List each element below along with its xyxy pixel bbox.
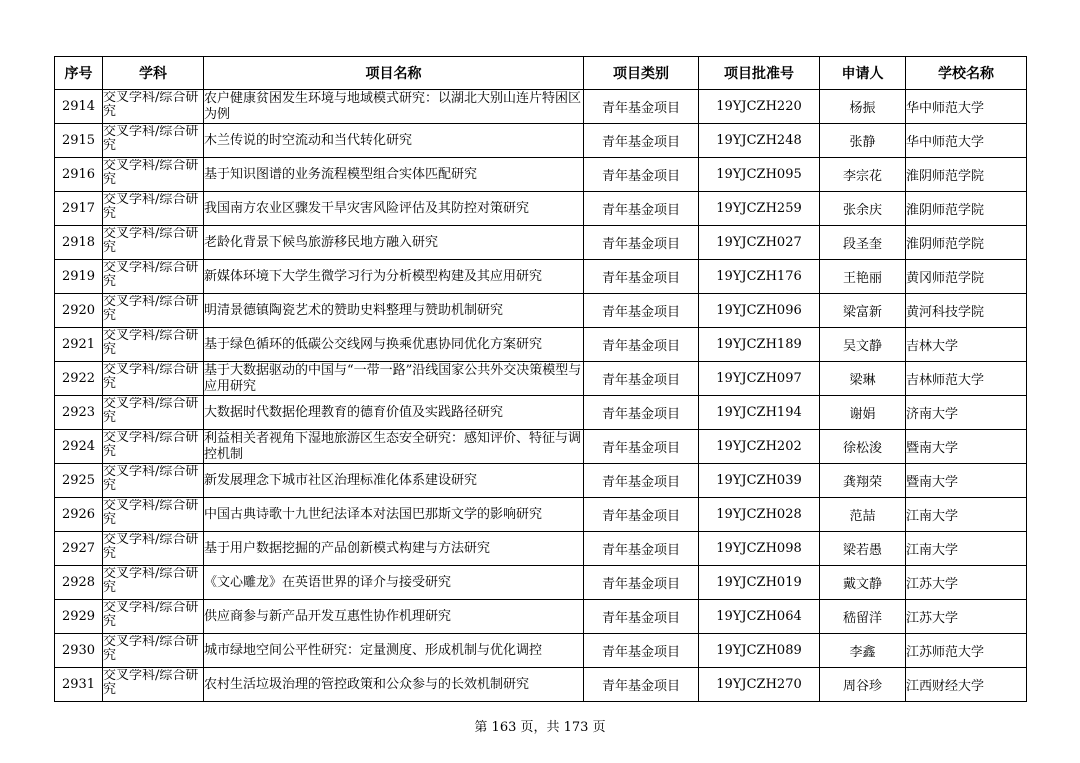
cell-project-name [204, 226, 584, 260]
cell-project-name [204, 668, 584, 702]
cell-serial: 2922 [55, 362, 103, 396]
cell-approval-number: 19YJCZH176 [699, 260, 820, 294]
cell-project-name-text: 农村生活垃圾治理的管控政策和公众参与的长效机制研究 [204, 676, 530, 692]
cell-subject-text: 交叉学科/综合研究 [103, 90, 199, 119]
cell-approval-number: 19YJCZH248 [699, 124, 820, 158]
cell-project-name [204, 328, 584, 362]
cell-subject-text: 交叉学科/综合研究 [103, 124, 199, 153]
cell-project-name [204, 362, 584, 396]
cell-project-category: 青年基金项目 [584, 668, 699, 702]
cell-project-category: 青年基金项目 [584, 192, 699, 226]
cell-applicant: 谢娟 [820, 396, 906, 430]
header-serial: 序号 [55, 57, 103, 90]
cell-applicant: 戴文静 [820, 566, 906, 600]
cell-project-name-text: 明清景德镇陶瓷艺术的赞助史料整理与赞助机制研究 [204, 302, 504, 318]
cell-subject-text: 交叉学科/综合研究 [103, 668, 199, 697]
page-number-footer: 第 163 页，共 173 页 [474, 720, 606, 735]
cell-project-name [204, 158, 584, 192]
cell-school-name: 济南大学 [906, 396, 1027, 430]
cell-school-name: 吉林大学 [906, 328, 1027, 362]
cell-project-category: 青年基金项目 [584, 328, 699, 362]
cell-subject [103, 294, 204, 328]
cell-approval-number: 19YJCZH027 [699, 226, 820, 260]
cell-subject-text: 交叉学科/综合研究 [103, 294, 199, 323]
cell-approval-number: 19YJCZH220 [699, 90, 820, 124]
cell-subject-text: 交叉学科/综合研究 [103, 634, 199, 663]
header-applicant: 申请人 [820, 57, 906, 90]
cell-school-name: 淮阴师范学院 [906, 158, 1027, 192]
table-row [55, 124, 1027, 158]
cell-school-name: 黄河科技学院 [906, 294, 1027, 328]
cell-subject [103, 634, 204, 668]
table-header-row [55, 57, 1027, 90]
cell-school-name: 吉林师范大学 [906, 362, 1027, 396]
cell-subject [103, 498, 204, 532]
cell-subject [103, 90, 204, 124]
cell-approval-number: 19YJCZH096 [699, 294, 820, 328]
table-row [55, 362, 1027, 396]
cell-applicant: 范喆 [820, 498, 906, 532]
cell-applicant: 嵇留洋 [820, 600, 906, 634]
cell-subject [103, 124, 204, 158]
cell-applicant: 梁富新 [820, 294, 906, 328]
cell-project-category: 青年基金项目 [584, 396, 699, 430]
cell-project-category: 青年基金项目 [584, 430, 699, 464]
cell-applicant: 周谷珍 [820, 668, 906, 702]
cell-subject [103, 532, 204, 566]
cell-approval-number: 19YJCZH064 [699, 600, 820, 634]
cell-applicant: 李宗花 [820, 158, 906, 192]
cell-subject [103, 226, 204, 260]
table-row [55, 464, 1027, 498]
cell-project-category: 青年基金项目 [584, 532, 699, 566]
cell-project-name [204, 396, 584, 430]
cell-applicant: 段圣奎 [820, 226, 906, 260]
cell-subject [103, 430, 204, 464]
cell-serial: 2925 [55, 464, 103, 498]
cell-subject [103, 668, 204, 702]
cell-project-name-text: 利益相关者视角下湿地旅游区生态安全研究：感知评价、特征与调控机制 [204, 430, 582, 462]
cell-subject-text: 交叉学科/综合研究 [103, 362, 199, 391]
cell-project-category: 青年基金项目 [584, 124, 699, 158]
cell-applicant: 梁若愚 [820, 532, 906, 566]
cell-serial: 2927 [55, 532, 103, 566]
cell-project-category: 青年基金项目 [584, 566, 699, 600]
cell-serial: 2928 [55, 566, 103, 600]
cell-serial: 2920 [55, 294, 103, 328]
cell-subject-text: 交叉学科/综合研究 [103, 158, 199, 187]
cell-school-name: 华中师范大学 [906, 124, 1027, 158]
cell-project-name [204, 124, 584, 158]
cell-subject-text: 交叉学科/综合研究 [103, 532, 199, 561]
cell-serial: 2915 [55, 124, 103, 158]
table-row [55, 668, 1027, 702]
cell-project-name [204, 430, 584, 464]
cell-school-name: 江苏师范大学 [906, 634, 1027, 668]
cell-subject [103, 158, 204, 192]
table-row [55, 226, 1027, 260]
cell-project-name-text: 老龄化背景下候鸟旅游移民地方融入研究 [204, 234, 439, 250]
cell-applicant: 梁琳 [820, 362, 906, 396]
cell-approval-number: 19YJCZH202 [699, 430, 820, 464]
cell-approval-number: 19YJCZH270 [699, 668, 820, 702]
cell-project-name-text: 城市绿地空间公平性研究：定量测度、形成机制与优化调控 [204, 642, 543, 658]
cell-serial: 2930 [55, 634, 103, 668]
cell-approval-number: 19YJCZH097 [699, 362, 820, 396]
cell-project-name [204, 600, 584, 634]
cell-project-category: 青年基金项目 [584, 294, 699, 328]
cell-project-name-text: 《文心雕龙》在英语世界的译介与接受研究 [204, 574, 452, 590]
cell-school-name: 淮阴师范学院 [906, 226, 1027, 260]
cell-project-name-text: 新发展理念下城市社区治理标准化体系建设研究 [204, 472, 478, 488]
cell-approval-number: 19YJCZH089 [699, 634, 820, 668]
cell-approval-number: 19YJCZH039 [699, 464, 820, 498]
cell-project-category: 青年基金项目 [584, 600, 699, 634]
cell-serial: 2918 [55, 226, 103, 260]
cell-applicant: 徐松浚 [820, 430, 906, 464]
cell-subject [103, 396, 204, 430]
cell-serial: 2923 [55, 396, 103, 430]
table-row [55, 192, 1027, 226]
cell-school-name: 江苏大学 [906, 566, 1027, 600]
cell-project-name [204, 192, 584, 226]
cell-project-category: 青年基金项目 [584, 158, 699, 192]
table-row [55, 498, 1027, 532]
cell-project-name-text: 供应商参与新产品开发互惠性协作机理研究 [204, 608, 452, 624]
cell-subject-text: 交叉学科/综合研究 [103, 430, 199, 459]
table-row [55, 566, 1027, 600]
cell-serial: 2916 [55, 158, 103, 192]
cell-approval-number: 19YJCZH194 [699, 396, 820, 430]
cell-serial: 2921 [55, 328, 103, 362]
table-row [55, 430, 1027, 464]
cell-serial: 2917 [55, 192, 103, 226]
header-project-category: 项目类别 [584, 57, 699, 90]
cell-serial: 2914 [55, 90, 103, 124]
cell-serial: 2929 [55, 600, 103, 634]
table-row [55, 90, 1027, 124]
cell-subject [103, 566, 204, 600]
table-row [55, 396, 1027, 430]
cell-subject-text: 交叉学科/综合研究 [103, 396, 199, 425]
cell-project-category: 青年基金项目 [584, 226, 699, 260]
project-table [54, 56, 1027, 702]
table-row [55, 294, 1027, 328]
cell-applicant: 吴文静 [820, 328, 906, 362]
cell-subject-text: 交叉学科/综合研究 [103, 192, 199, 221]
cell-project-name-text: 基于知识图谱的业务流程模型组合实体匹配研究 [204, 166, 478, 182]
cell-subject-text: 交叉学科/综合研究 [103, 566, 199, 595]
cell-school-name: 暨南大学 [906, 430, 1027, 464]
cell-project-name-text: 农户健康贫困发生环境与地域模式研究：以湖北大别山连片特困区为例 [204, 90, 582, 122]
cell-project-name-text: 新媒体环境下大学生微学习行为分析模型构建及其应用研究 [204, 268, 543, 284]
cell-school-name: 华中师范大学 [906, 90, 1027, 124]
cell-project-category: 青年基金项目 [584, 498, 699, 532]
table-row [55, 260, 1027, 294]
cell-project-name [204, 634, 584, 668]
cell-applicant: 王艳丽 [820, 260, 906, 294]
cell-school-name: 江南大学 [906, 532, 1027, 566]
cell-project-name [204, 498, 584, 532]
cell-subject-text: 交叉学科/综合研究 [103, 260, 199, 289]
cell-project-name-text: 中国古典诗歌十九世纪法译本对法国巴那斯文学的影响研究 [204, 506, 543, 522]
cell-serial: 2924 [55, 430, 103, 464]
table-row [55, 600, 1027, 634]
table-row [55, 532, 1027, 566]
cell-approval-number: 19YJCZH019 [699, 566, 820, 600]
cell-project-name-text: 我国南方农业区骤发干旱灾害风险评估及其防控对策研究 [204, 200, 530, 216]
table-row [55, 634, 1027, 668]
cell-school-name: 江南大学 [906, 498, 1027, 532]
cell-project-category: 青年基金项目 [584, 634, 699, 668]
header-approval-number: 项目批准号 [699, 57, 820, 90]
cell-subject-text: 交叉学科/综合研究 [103, 600, 199, 629]
cell-approval-number: 19YJCZH095 [699, 158, 820, 192]
cell-project-name-text: 基于大数据驱动的中国与“一带一路”沿线国家公共外交决策模型与应用研究 [204, 362, 582, 394]
cell-serial: 2931 [55, 668, 103, 702]
cell-project-name-text: 大数据时代数据伦理教育的德育价值及实践路径研究 [204, 404, 504, 420]
cell-project-name [204, 566, 584, 600]
cell-subject [103, 328, 204, 362]
cell-subject-text: 交叉学科/综合研究 [103, 226, 199, 255]
cell-project-name [204, 260, 584, 294]
cell-school-name: 暨南大学 [906, 464, 1027, 498]
cell-project-name-text: 基于用户数据挖掘的产品创新模式构建与方法研究 [204, 540, 491, 556]
cell-project-category: 青年基金项目 [584, 260, 699, 294]
header-school-name: 学校名称 [906, 57, 1027, 90]
cell-project-name [204, 464, 584, 498]
cell-school-name: 江西财经大学 [906, 668, 1027, 702]
table-body [55, 90, 1027, 702]
table-row [55, 328, 1027, 362]
cell-project-name-text: 基于绿色循环的低碳公交线网与换乘优惠协同优化方案研究 [204, 336, 543, 352]
cell-subject [103, 192, 204, 226]
cell-approval-number: 19YJCZH259 [699, 192, 820, 226]
cell-applicant: 李鑫 [820, 634, 906, 668]
cell-serial: 2926 [55, 498, 103, 532]
cell-applicant: 龚翔荣 [820, 464, 906, 498]
cell-applicant: 杨振 [820, 90, 906, 124]
cell-serial: 2919 [55, 260, 103, 294]
cell-subject-text: 交叉学科/综合研究 [103, 498, 199, 527]
cell-approval-number: 19YJCZH028 [699, 498, 820, 532]
cell-school-name: 江苏大学 [906, 600, 1027, 634]
cell-applicant: 张余庆 [820, 192, 906, 226]
header-project-name: 项目名称 [204, 57, 584, 90]
cell-applicant: 张静 [820, 124, 906, 158]
cell-subject [103, 464, 204, 498]
cell-subject-text: 交叉学科/综合研究 [103, 464, 199, 493]
header-subject: 学科 [103, 57, 204, 90]
cell-subject-text: 交叉学科/综合研究 [103, 328, 199, 357]
cell-project-category: 青年基金项目 [584, 464, 699, 498]
cell-approval-number: 19YJCZH098 [699, 532, 820, 566]
cell-project-category: 青年基金项目 [584, 90, 699, 124]
cell-project-name [204, 532, 584, 566]
cell-subject [103, 362, 204, 396]
cell-project-category: 青年基金项目 [584, 362, 699, 396]
cell-subject [103, 600, 204, 634]
table-row [55, 158, 1027, 192]
cell-subject [103, 260, 204, 294]
cell-school-name: 黄冈师范学院 [906, 260, 1027, 294]
cell-project-name [204, 294, 584, 328]
cell-approval-number: 19YJCZH189 [699, 328, 820, 362]
cell-school-name: 淮阴师范学院 [906, 192, 1027, 226]
cell-project-name [204, 90, 584, 124]
cell-project-name-text: 木兰传说的时空流动和当代转化研究 [204, 132, 413, 148]
